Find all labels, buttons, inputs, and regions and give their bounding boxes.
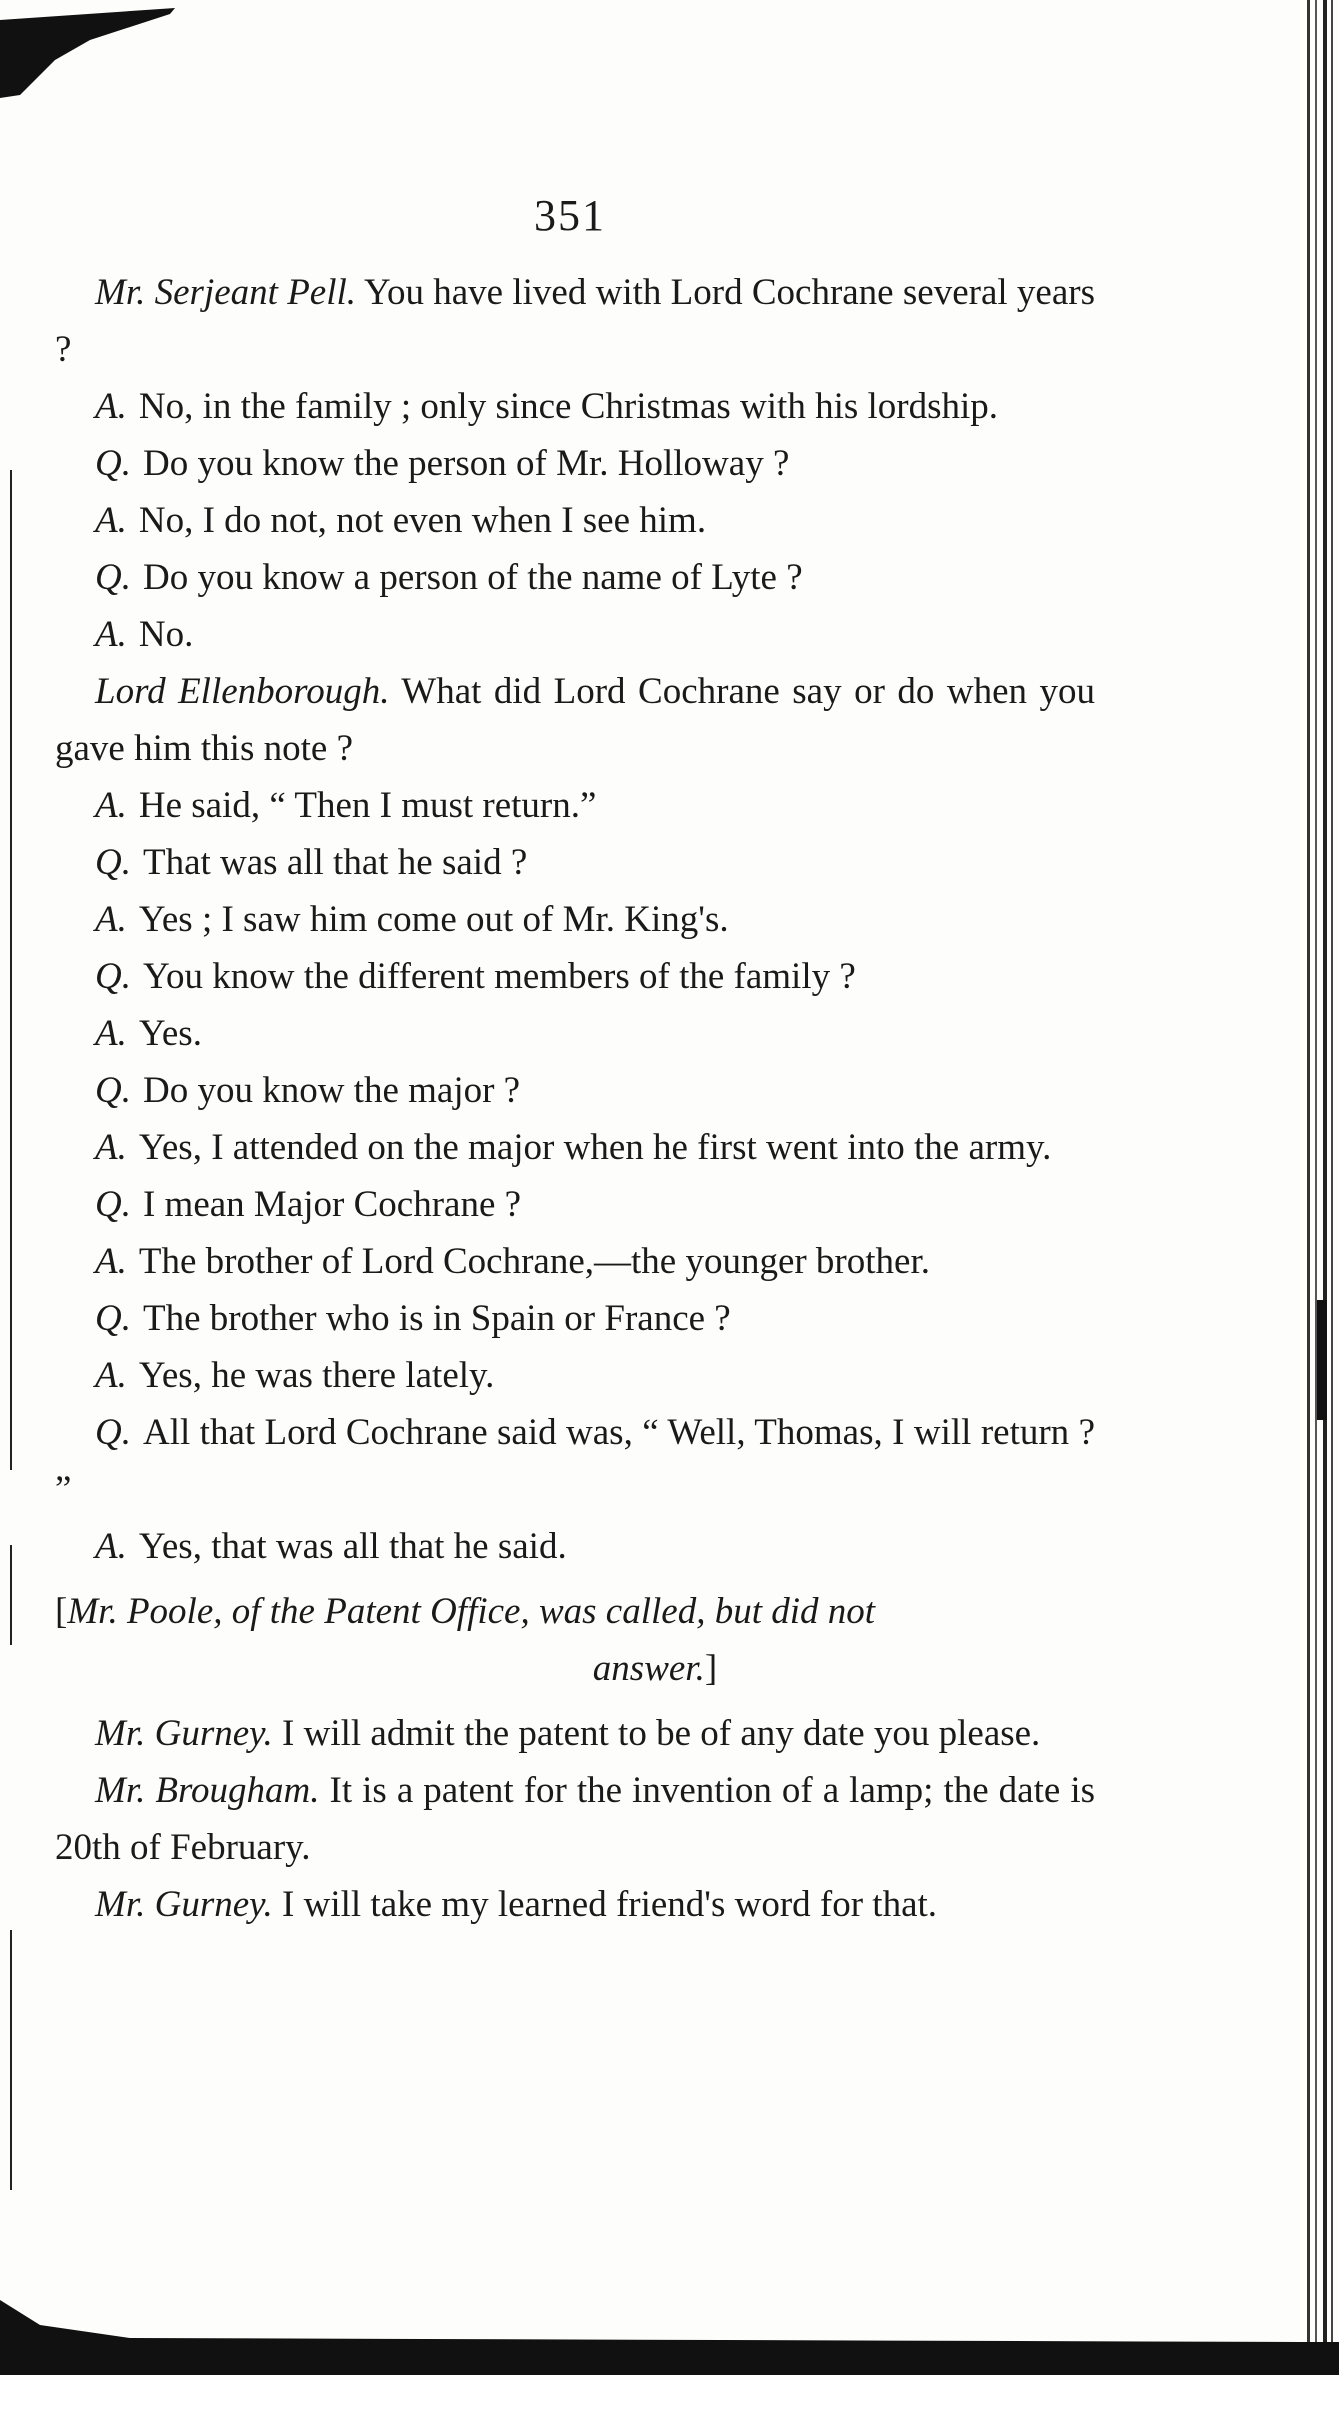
paragraph-text: You know the different members of the family ? — [142, 956, 856, 997]
stage-direction-end-text: answer. — [592, 1648, 705, 1689]
paragraph — [55, 1290, 1095, 1347]
torn-corner-top — [0, 0, 190, 100]
spacer — [55, 1575, 1095, 1583]
speaker: Q. — [95, 1070, 131, 1111]
paragraph-text: No, I do not, not even when I see him. — [138, 500, 707, 541]
paragraph-text: You have lived with Lord Cochrane several years ? — [55, 272, 1095, 370]
paragraph-text: The brother of Lord Cochrane,—the younger brother. — [138, 1241, 930, 1282]
speaker: Q. — [95, 956, 131, 997]
speaker: Q. — [95, 1298, 131, 1339]
paragraph — [55, 1518, 1095, 1575]
speaker: A. — [95, 386, 127, 427]
paragraph — [55, 1062, 1095, 1119]
stage-direction-end — [55, 1640, 1095, 1697]
paragraph-text: No. — [138, 614, 194, 655]
speaker: A. — [95, 1241, 127, 1282]
paragraph-text: Yes ; I saw him come out of Mr. King's. — [138, 899, 729, 940]
paragraph-text: It is a patent for the invention of a lamp; the date is 20th of February. — [55, 1770, 1096, 1868]
paragraph — [55, 378, 1095, 435]
body-text — [55, 264, 1095, 1933]
speaker: A. — [95, 1526, 127, 1567]
paragraph — [55, 1347, 1095, 1404]
speaker: Q. — [95, 443, 131, 484]
paragraph — [55, 663, 1095, 777]
bracket-open: [ — [55, 1591, 68, 1632]
paragraph-text: I will admit the patent to be of any date you please. — [282, 1713, 1041, 1754]
stage-direction — [55, 1583, 1095, 1697]
paragraph — [55, 1762, 1095, 1876]
paragraph-text: He said, “ Then I must return.” — [138, 785, 597, 826]
page-shadow-bottom — [0, 2250, 1339, 2422]
margin-rule — [10, 1545, 12, 1645]
paragraph — [55, 264, 1095, 378]
speaker: A. — [95, 1127, 127, 1168]
paragraph — [55, 549, 1095, 606]
speaker: Mr. Serjeant Pell. — [95, 272, 357, 313]
paragraph — [55, 1233, 1095, 1290]
paragraph-text: What did Lord Cochrane say or do when you gave him this note ? — [55, 671, 1095, 769]
speaker: Mr. Brougham. — [95, 1770, 320, 1811]
speaker: Q. — [95, 557, 131, 598]
stage-direction-text: Mr. Poole, of the Patent Office, was called, but did not — [67, 1591, 876, 1632]
speaker: Q. — [95, 1184, 131, 1225]
spacer — [55, 1697, 1095, 1705]
paragraph-text: Do you know the major ? — [142, 1070, 521, 1111]
paragraph-text: I mean Major Cochrane ? — [142, 1184, 522, 1225]
page-edge-right — [1299, 0, 1339, 2422]
margin-rule — [10, 470, 12, 1470]
bracket-close: ] — [704, 1648, 718, 1689]
speaker: A. — [95, 899, 127, 940]
speaker: Q. — [95, 1412, 131, 1453]
paragraph-text: Yes, I attended on the major when he first went into the army. — [138, 1127, 1052, 1168]
paragraph-text: Yes, he was there lately. — [138, 1355, 495, 1396]
paragraph-text: I will take my learned friend's word for that. — [282, 1884, 938, 1925]
paragraph — [55, 948, 1095, 1005]
speaker: A. — [95, 1013, 127, 1054]
speaker: Mr. Gurney. — [95, 1884, 273, 1925]
speaker: A. — [95, 614, 127, 655]
paragraph — [55, 1005, 1095, 1062]
paragraph-text: Do you know the person of Mr. Holloway ? — [142, 443, 790, 484]
paragraph-text: Yes. — [138, 1013, 202, 1054]
paragraph-text: That was all that he said ? — [142, 842, 528, 883]
paragraph-text: Yes, that was all that he said. — [138, 1526, 567, 1567]
paragraph-text: No, in the family ; only since Christmas with his lordship. — [138, 386, 999, 427]
paragraph — [55, 1876, 1095, 1933]
speaker: A. — [95, 500, 127, 541]
paragraph — [55, 834, 1095, 891]
paragraph — [55, 1404, 1095, 1518]
paragraph-text: All that Lord Cochrane said was, “ Well, Thomas, I will return ? ” — [55, 1412, 1095, 1510]
speaker: A. — [95, 785, 127, 826]
paragraph — [55, 1705, 1095, 1762]
paragraph — [55, 891, 1095, 948]
speaker: Q. — [95, 842, 131, 883]
paragraph — [55, 1119, 1095, 1176]
paragraph — [55, 435, 1095, 492]
margin-rule — [10, 1930, 12, 2190]
speaker: Mr. Gurney. — [95, 1713, 273, 1754]
paragraph — [55, 777, 1095, 834]
paragraph-text: The brother who is in Spain or France ? — [142, 1298, 731, 1339]
paragraph — [55, 492, 1095, 549]
speaker: A. — [95, 1355, 127, 1396]
page-number: 351 — [534, 191, 606, 240]
paragraph — [55, 1176, 1095, 1233]
paragraph-text: Do you know a person of the name of Lyte ? — [142, 557, 803, 598]
paragraph — [55, 606, 1095, 663]
speaker: Lord Ellenborough. — [95, 671, 390, 712]
